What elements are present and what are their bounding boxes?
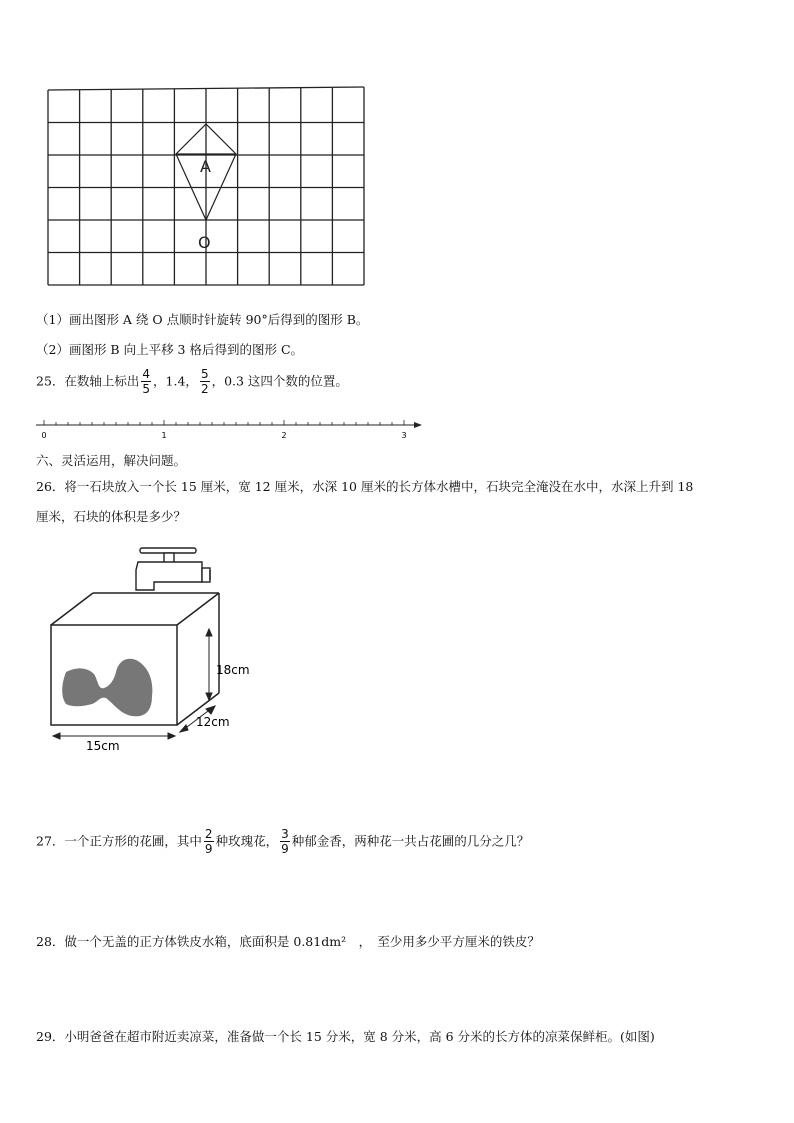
q28-question: 28．做一个无盖的正方体铁皮水箱，底面积是 0.81dm² ， 至少用多少平方厘米的铁皮？ bbox=[36, 934, 540, 949]
section6-title: 六、灵活运用，解决问题。 bbox=[36, 453, 187, 468]
shape-a-label: A bbox=[200, 157, 211, 176]
q25-frac1-den: 5 bbox=[142, 382, 151, 396]
height-label: 18cm bbox=[216, 663, 250, 677]
water-tank-figure bbox=[40, 540, 270, 760]
q25-frac2-den: 2 bbox=[200, 382, 209, 396]
q25-fraction-1 bbox=[141, 368, 151, 395]
axis-label-2: 2 bbox=[281, 431, 287, 440]
q25-frac1-num: 4 bbox=[142, 367, 151, 381]
q27-frac1-num: 2 bbox=[204, 827, 213, 841]
q25-fraction-2 bbox=[200, 368, 210, 395]
q27-frac2-num: 3 bbox=[281, 827, 289, 841]
q25-question bbox=[36, 368, 348, 395]
length-label: 15cm bbox=[86, 739, 120, 753]
q27-frac2-den: 9 bbox=[281, 842, 289, 856]
q27-fraction-1 bbox=[204, 828, 214, 855]
faucet-icon bbox=[136, 548, 210, 590]
q27-question bbox=[36, 828, 529, 855]
q25-mid: ，1.4， bbox=[153, 373, 198, 389]
axis-label-1: 1 bbox=[161, 431, 167, 440]
q29-question: 29．小明爸爸在超市附近卖凉菜，准备做一个长 15 分米，宽 8 分米，高 6 分米的长方体的凉菜保鲜柜。(如图) bbox=[36, 1029, 655, 1044]
number-line bbox=[30, 414, 430, 444]
grid-lines bbox=[48, 87, 364, 285]
q27-suffix: 种郁金香，两种花一共占花圃的几分之几？ bbox=[291, 833, 530, 849]
q25-suffix: ，0.3 这四个数的位置。 bbox=[211, 373, 348, 389]
q27-mid: 种玫瑰花， bbox=[215, 833, 279, 849]
grid-figure bbox=[44, 82, 374, 292]
q26-line-2: 厘米，石块的体积是多少？ bbox=[36, 509, 187, 524]
width-label: 12cm bbox=[196, 715, 230, 729]
number-line-ticks bbox=[44, 420, 404, 425]
q24-part-2: （2）画图形 B 向上平移 3 格后得到的图形 C。 bbox=[36, 342, 304, 357]
stone-shape bbox=[62, 659, 152, 717]
point-o-label: O bbox=[198, 233, 211, 252]
q25-prefix: 25．在数轴上标出 bbox=[36, 373, 140, 389]
axis-label-3: 3 bbox=[401, 431, 407, 440]
q26-line-1: 26．将一石块放入一个长 15 厘米，宽 12 厘米，水深 10 厘米的长方体水槽中，石块完全淹没在水中，水深上升到 18 bbox=[36, 479, 694, 494]
q27-prefix: 27．一个正方形的花圃，其中 bbox=[36, 833, 202, 849]
q25-frac2-num: 5 bbox=[200, 367, 209, 381]
axis-label-0: 0 bbox=[41, 431, 47, 440]
q24-part-1: （1）画出图形 A 绕 O 点顺时针旋转 90°后得到的图形 B。 bbox=[36, 312, 369, 327]
q27-frac1-den: 9 bbox=[204, 842, 213, 856]
q27-fraction-2 bbox=[280, 828, 290, 855]
